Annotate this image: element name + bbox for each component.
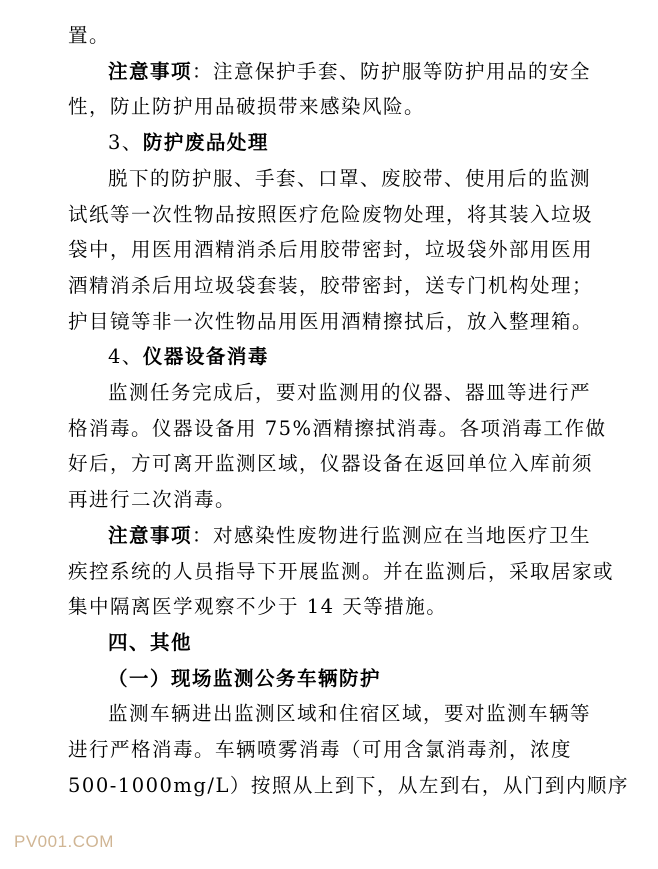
bold-text-run: （一）现场监测公务车辆防护 <box>108 666 382 690</box>
text-run: 疾控系统的人员指导下开展监测。并在监测后，采取居家或 <box>68 559 615 583</box>
text-run: 性，防止防护用品破损带来感染风险。 <box>68 95 426 119</box>
text-run: 集中隔离医学观察不少于 14 天等措施。 <box>68 595 448 619</box>
text-run: 袋中，用医用酒精消杀后用胶带密封，垃圾袋外部用医用 <box>68 238 594 262</box>
watermark-text: PV001.COM <box>14 832 114 851</box>
document-line <box>0 625 658 661</box>
text-run: 格消毒。仪器设备用 75%酒精擦拭消毒。各项消毒工作做 <box>68 416 607 440</box>
document-line <box>0 125 658 161</box>
text-run: 监测任务完成后，要对监测用的仪器、器皿等进行严 <box>108 381 592 404</box>
document-line <box>0 232 658 268</box>
bold-text-run: 仪器设备消毒 <box>142 345 269 369</box>
text-run: 酒精消杀后用垃圾袋套装，胶带密封，送专门机构处理； <box>68 273 594 297</box>
document-line <box>0 554 658 590</box>
document-line <box>0 89 658 125</box>
text-run: 试纸等一次性物品按照医疗危险废物处理，将其装入垃圾 <box>68 202 594 226</box>
document-line <box>0 589 658 625</box>
bold-text-run: 四、其他 <box>108 630 193 654</box>
text-run: ：注意保护手套、防护服等防护用品的安全 <box>192 59 592 83</box>
text-run: 脱下的防护服、手套、口罩、废胶带、使用后的监测 <box>108 166 592 190</box>
document-line <box>0 18 658 54</box>
text-run: 3、 <box>108 131 143 155</box>
document-line <box>0 161 658 197</box>
document-line <box>0 304 658 340</box>
text-run: 护目镜等非一次性物品用医用酒精擦拭后，放入整理箱。 <box>68 309 594 333</box>
text-run: 500-1000mg/L）按照从上到下，从左到右，从门到内顺序 <box>68 773 629 797</box>
bold-text-run: 防护废品处理 <box>142 131 269 155</box>
document-line <box>0 446 658 482</box>
document-line <box>0 482 658 518</box>
document-line <box>0 661 658 697</box>
bold-text-run: 注意事项 <box>108 59 193 83</box>
text-run: 再进行二次消毒。 <box>68 488 237 512</box>
text-run: 好后，方可离开监测区域，仪器设备在返回单位入库前须 <box>68 452 594 476</box>
text-run: 4、 <box>108 345 143 369</box>
text-run: 进行严格消毒。车辆喷雾消毒（可用含氯消毒剂，浓度 <box>68 738 573 761</box>
document-line <box>0 339 658 375</box>
document-line <box>0 54 658 90</box>
document-line <box>0 768 658 804</box>
bold-text-run: 注意事项 <box>108 523 193 547</box>
document-line <box>0 375 658 411</box>
document-line <box>0 732 658 768</box>
document-line <box>0 518 658 554</box>
text-run: 监测车辆进出监测区域和住宿区域，要对监测车辆等 <box>108 702 592 726</box>
document-line <box>0 696 658 732</box>
text-run: 置。 <box>68 24 111 47</box>
text-run: ：对感染性废物进行监测应在当地医疗卫生 <box>192 523 592 547</box>
document-line <box>0 197 658 233</box>
document-line <box>0 411 658 447</box>
document-line <box>0 268 658 304</box>
